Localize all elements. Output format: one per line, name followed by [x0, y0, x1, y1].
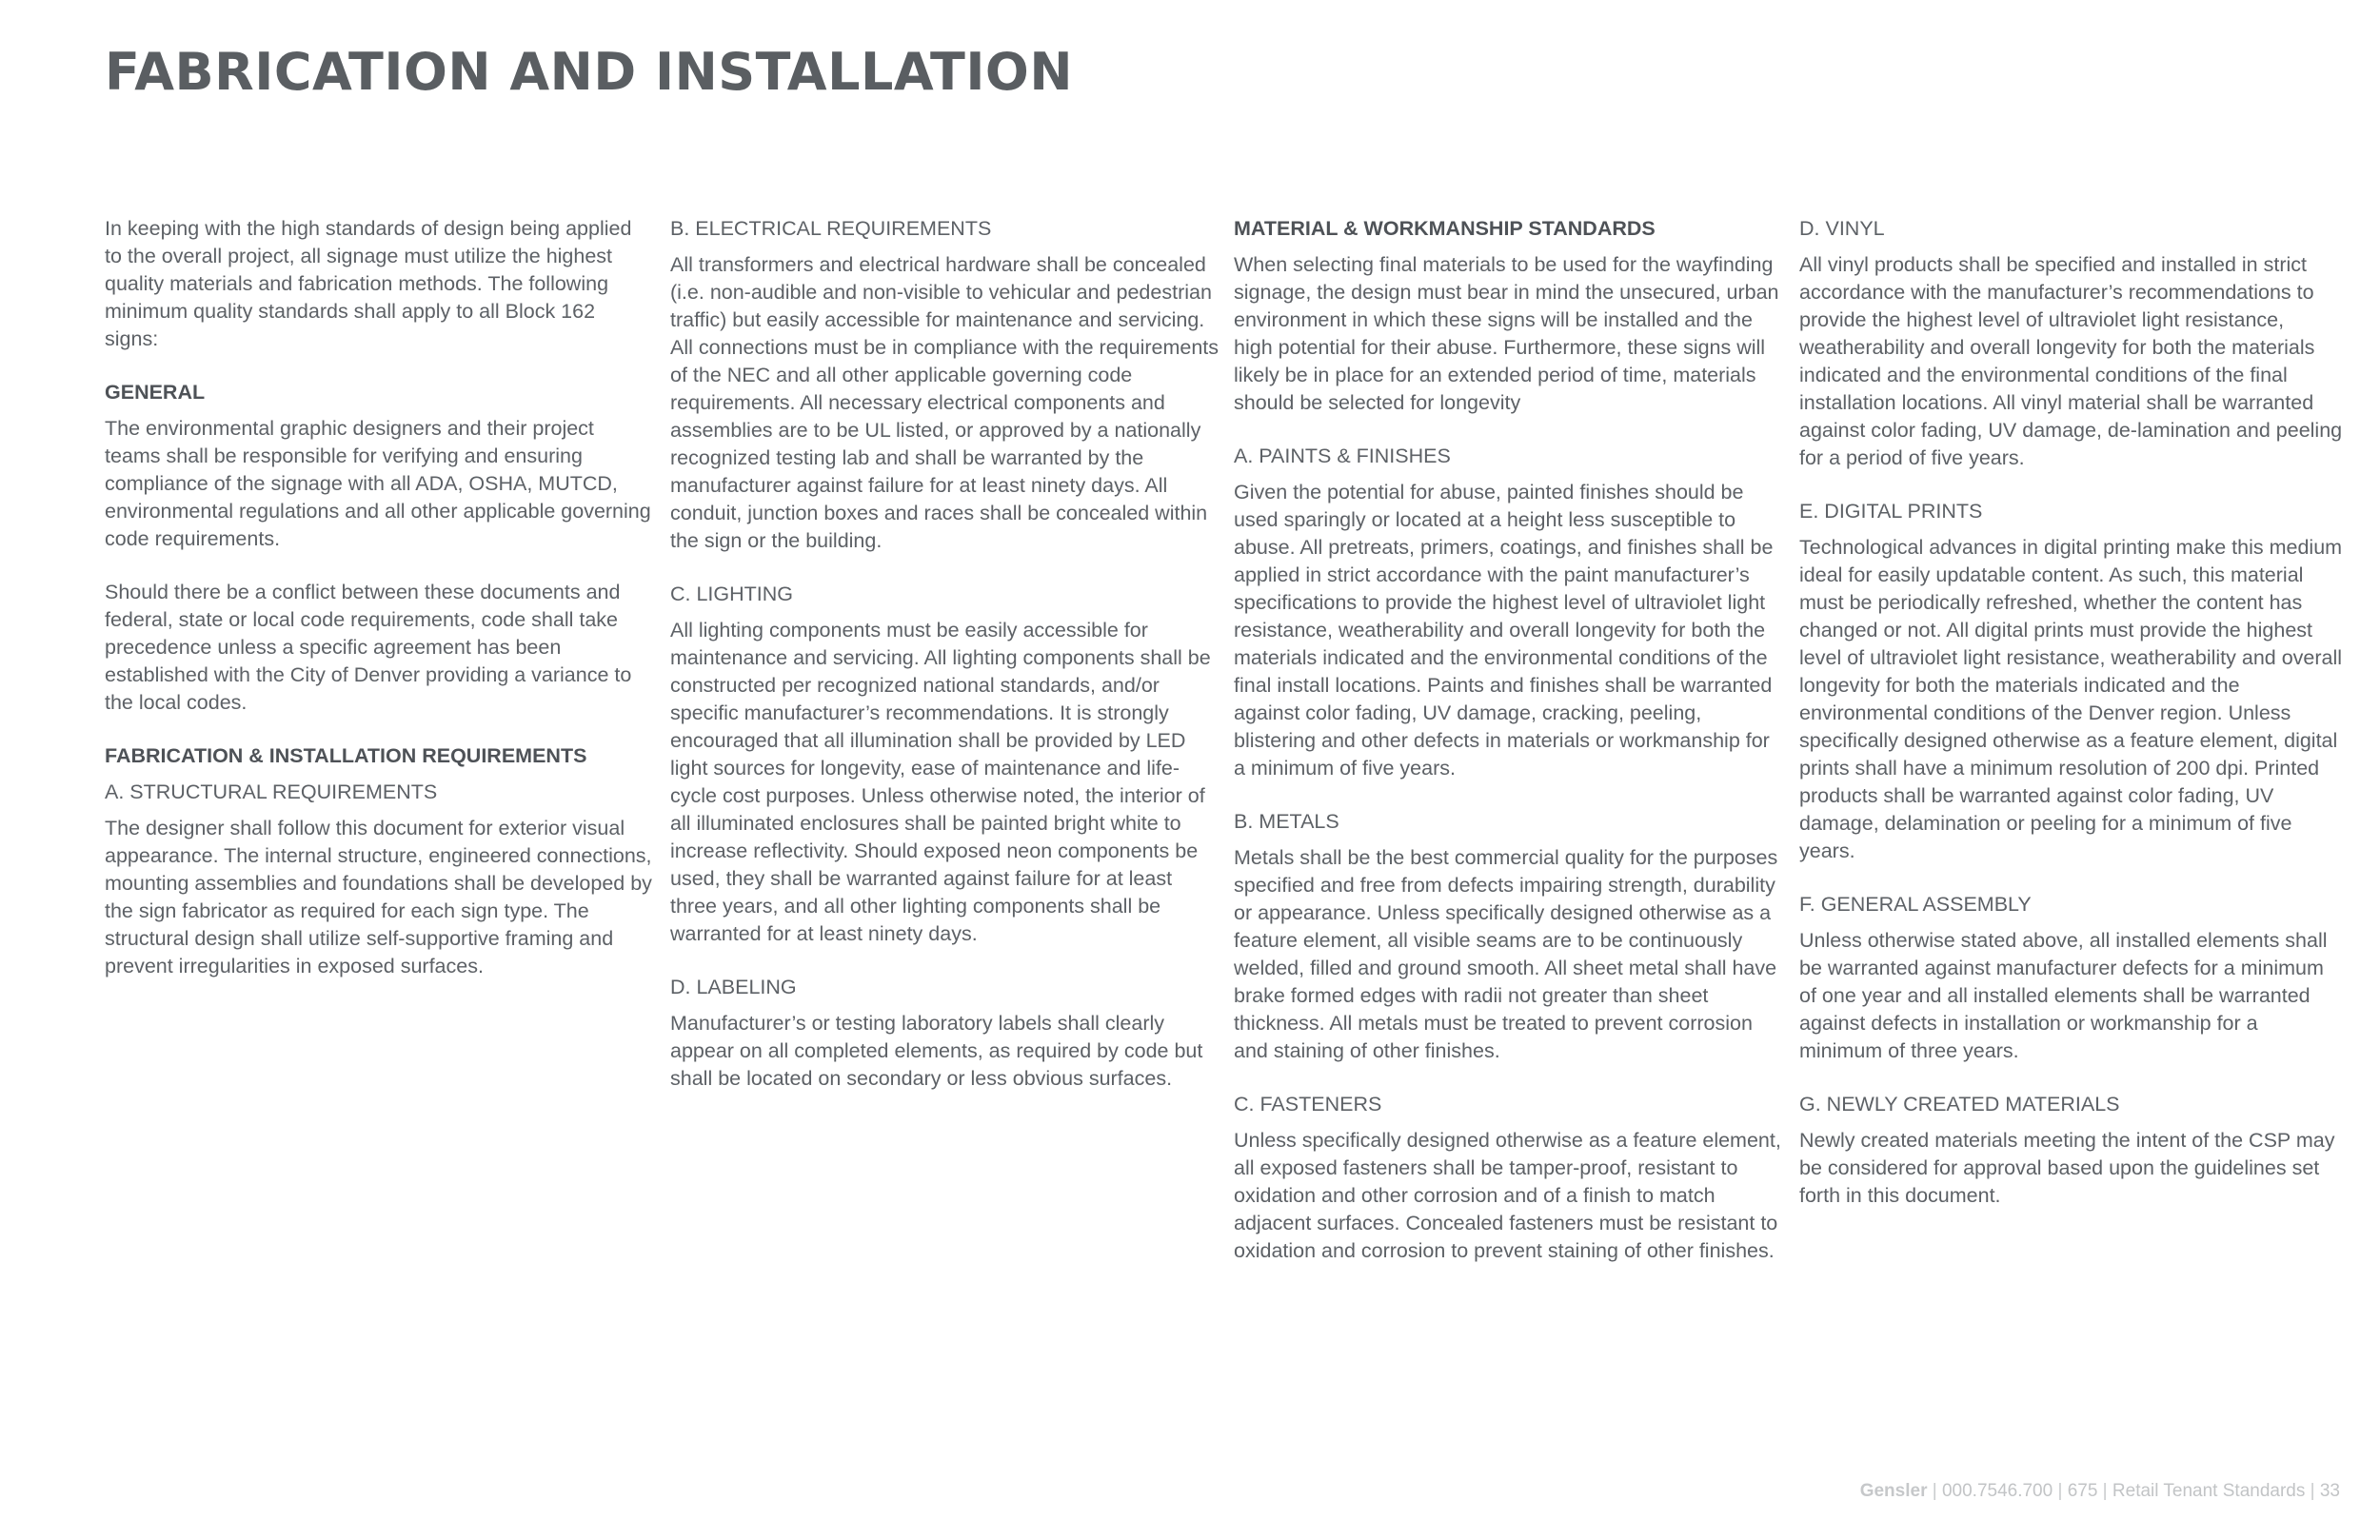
general-paragraph-1: The environmental graphic designers and their project teams shall be responsible for verifying and ensuring compliance of the signage with all ADA, OSHA, MUTCD, environmental regulations and all other applicable governing code requirements.	[105, 417, 651, 550]
fabrication-requirements-heading: FABRICATION & INSTALLATION REQUIREMENTS	[105, 744, 587, 767]
fasteners-heading: C. FASTENERS	[1234, 1093, 1382, 1116]
vinyl-paragraph: All vinyl products shall be specified and installed in strict accordance with the manufacturer’s recommendations to provide the highest level of ultraviolet light resistance, weatherability and overall longevity for both the materials indicated and the environmental conditions of the final installation locations. All vinyl material shall be warranted against color fading, UV damage, de-lamination and peeling for a period of five years.	[1799, 253, 2343, 469]
footer-page-code: 675	[2067, 1481, 2098, 1501]
footer-page-number: 33	[2319, 1481, 2340, 1501]
digital-prints-paragraph: Technological advances in digital printing make this medium ideal for easily updatable content. As such, this material must be periodically refreshed, whether the content has changed or not. All digital prints must provide the highest level of ultraviolet light resistance, weatherability and overall longevity for both the materials indicated and the environmental conditions of the Denver region. Unless specifically designed otherwise as a feature element, digital prints shall have a minimum resolution of 200 dpi. Printed products shall be warranted against color fading, UV damage, delamination or peeling for a minimum of five years.	[1799, 536, 2343, 862]
vinyl-heading: D. VINYL	[1799, 217, 1885, 240]
general-heading: GENERAL	[105, 381, 206, 404]
column-1	[105, 215, 653, 1006]
structural-requirements-heading: A. STRUCTURAL REQUIREMENTS	[105, 780, 438, 803]
intro-paragraph: In keeping with the high standards of design being applied to the overall project, all signage must utilize the highest quality materials and fabrication methods. The following minimum quality standards shall apply to all Block 162 signs:	[105, 217, 632, 350]
digital-prints-heading: E. DIGITAL PRINTS	[1799, 500, 1983, 523]
material-workmanship-paragraph: When selecting final materials to be used for the wayfinding signage, the design must bear in mind the unsecured, urban environment in which these signs will be installed and the high potential for their abuse. Furthermore, these signs will likely be in place for an extended period of time, materials should be selected for longevity	[1234, 253, 1779, 414]
electrical-requirements-paragraph: All transformers and electrical hardware shall be concealed (i.e. non-audible and non-visible to vehicular and pedestrian traffic) but easily accessible for maintenance and servicing. All connections must be in compliance with the requirements of the NEC and all other applicable governing code requirements. All necessary electrical components and assemblies are to be UL listed, or approved by a nationally recognized testing lab and shall be warranted by the manufacturer against failure for at least ninety days. All conduit, junction boxes and races shall be concealed within the sign or the building.	[670, 253, 1220, 552]
footer-project-number: 000.7546.700	[1941, 1481, 2053, 1501]
newly-created-materials-heading: G. NEWLY CREATED MATERIALS	[1799, 1093, 2120, 1116]
footer-brand: Gensler	[1859, 1481, 1928, 1501]
page-footer	[1860, 1481, 2340, 1502]
lighting-paragraph: All lighting components must be easily accessible for maintenance and servicing. All lighting components shall be constructed per recognized national standards, and/or specific manufacturer’s recommendations. It is strongly encouraged that all illumination shall be provided by LED light sources for longevity, ease of maintenance and life-cycle cost purposes. Unless otherwise noted, the interior of all illuminated enclosures shall be painted bright white to increase reflectivity. Should exposed neon components be used, they shall be warranted against failure for at least three years, and all other lighting components shall be warranted for at least ninety days.	[670, 619, 1211, 945]
metals-paragraph: Metals shall be the best commercial quality for the purposes specified and free from defects impairing strength, durability or appearance. Unless specifically designed otherwise as a feature element, all visible seams are to be continuously welded, filled and ground smooth. All sheet metal shall have brake formed edges with radii not greater than sheet thickness. All metals must be treated to prevent corrosion and staining of other finishes.	[1234, 846, 1778, 1062]
general-assembly-heading: F. GENERAL ASSEMBLY	[1799, 893, 2032, 916]
footer-document-name: Retail Tenant Standards	[2112, 1481, 2306, 1501]
footer-separator: |	[1927, 1481, 1942, 1501]
electrical-requirements-heading: B. ELECTRICAL REQUIREMENTS	[670, 217, 992, 240]
general-assembly-paragraph: Unless otherwise stated above, all installed elements shall be warranted against manufacturer defects for a minimum of one year and all installed elements shall be warranted against defects in installation or workmanship for a minimum of three years.	[1799, 929, 2328, 1062]
paints-finishes-heading: A. PAINTS & FINISHES	[1234, 444, 1451, 467]
footer-separator: |	[2305, 1481, 2320, 1501]
lighting-heading: C. LIGHTING	[670, 582, 794, 605]
column-2	[670, 215, 1219, 1118]
material-workmanship-heading: MATERIAL & WORKMANSHIP STANDARDS	[1234, 217, 1656, 240]
labeling-heading: D. LABELING	[670, 976, 797, 998]
paints-finishes-paragraph: Given the potential for abuse, painted finishes should be used sparingly or located at a height less susceptible to abuse. All pretreats, primers, coatings, and finishes shall be applied in strict accordance with the paint manufacturer’s specifications to provide the highest level of ultraviolet light resistance, weatherability and overall longevity for both the materials indicated and the environmental conditions of the final install locations. Paints and finishes shall be warranted against color fading, UV damage, cracking, peeling, blistering and other defects in materials or workmanship for a minimum of five years.	[1234, 481, 1774, 780]
labeling-paragraph: Manufacturer’s or testing laboratory labels shall clearly appear on all completed elements, as required by code but shall be located on secondary or less obvious surfaces.	[670, 1012, 1203, 1090]
footer-separator: |	[2097, 1481, 2112, 1501]
newly-created-materials-paragraph: Newly created materials meeting the intent of the CSP may be considered for approval based upon the guidelines set forth in this document.	[1799, 1129, 2335, 1207]
fasteners-paragraph: Unless specifically designed otherwise as a feature element, all exposed fasteners shall be tamper-proof, resistant to oxidation and other corrosion and of a finish to match adjacent surfaces. Concealed fasteners must be resistant to oxidation and corrosion to prevent staining of other finishes.	[1234, 1129, 1781, 1262]
column-4	[1799, 215, 2344, 1235]
footer-separator: |	[2053, 1481, 2068, 1501]
metals-heading: B. METALS	[1234, 810, 1339, 833]
column-3	[1234, 215, 1782, 1291]
general-paragraph-2: Should there be a conflict between these documents and federal, state or local code requirements, code shall take precedence unless a specific agreement has been established with the City of Denver providing a variance to the local codes.	[105, 581, 632, 714]
structural-requirements-paragraph: The designer shall follow this document for exterior visual appearance. The internal structure, engineered connections, mounting assemblies and foundations shall be developed by the sign fabricator as required for each sign type. The structural design shall utilize self-supportive framing and prevent irregularities in exposed surfaces.	[105, 817, 652, 977]
page-title: FABRICATION AND INSTALLATION	[105, 42, 1074, 102]
